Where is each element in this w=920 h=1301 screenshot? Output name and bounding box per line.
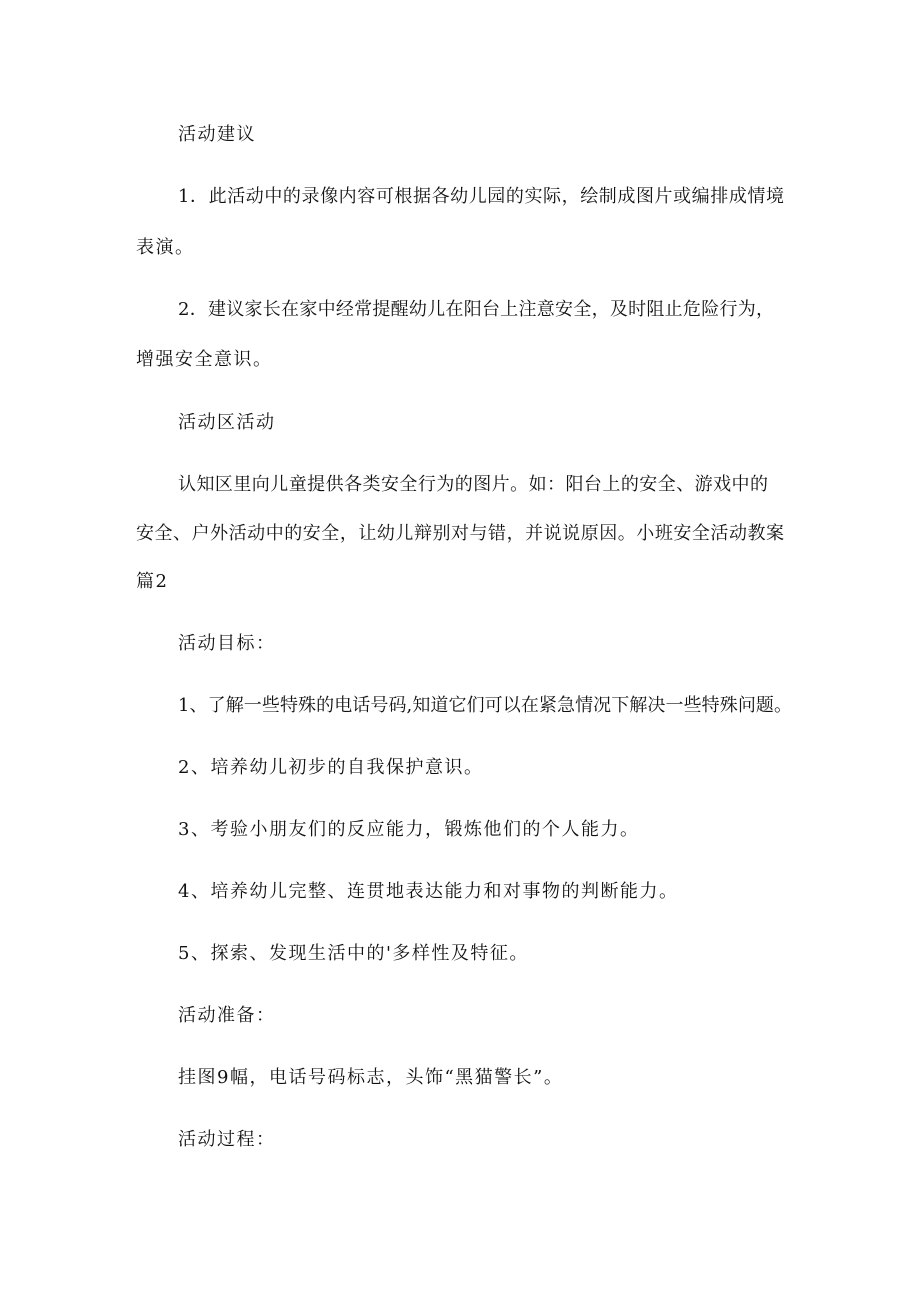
goal-item-2: 2、培养幼儿初步的自我保护意识。 [178,757,484,778]
section-heading-activity-area: 活动区活动 [178,412,276,433]
preparation-line: 挂图9幅，电话号码标志，头饰“黑猫警长”。 [178,1067,564,1088]
suggestion-item-1-line-2: 表演。 [136,237,195,258]
suggestion-item-2-line-2: 增强安全意识。 [136,349,273,370]
activity-area-paragraph-line-2: 安全、户外活动中的安全，让幼儿辩别对与错，并说说原因。小班安全活动教案 [136,523,784,544]
goal-item-4: 4、培养幼儿完整、连贯地表达能力和对事物的判断能力。 [178,881,679,902]
activity-area-paragraph-line-3: 篇2 [136,571,169,592]
suggestion-item-1-line-1: 1．此活动中的录像内容可根据各幼儿园的实际，绘制成图片或编排成情境 [178,186,784,207]
goal-item-3: 3、考验小朋友们的反应能力，锻炼他们的个人能力。 [178,819,640,840]
goal-item-1: 1、了解一些特殊的电话号码,知道它们可以在紧急情况下解决一些特殊问题。 [178,695,792,716]
suggestion-item-2-line-1: 2．建议家长在家中经常提醒幼儿在阳台上注意安全，及时阻止危险行为， [178,299,774,320]
section-heading-activity-suggestions: 活动建议 [178,124,256,145]
activity-area-paragraph-line-1: 认知区里向儿童提供各类安全行为的图片。如：阳台上的安全、游戏中的 [178,474,768,495]
section-heading-activity-goals: 活动目标： [178,633,276,654]
goal-item-5: 5、探索、发现生活中的'多样性及特征。 [178,943,529,964]
section-heading-activity-process: 活动过程： [178,1129,276,1150]
section-heading-activity-preparation: 活动准备： [178,1005,276,1026]
